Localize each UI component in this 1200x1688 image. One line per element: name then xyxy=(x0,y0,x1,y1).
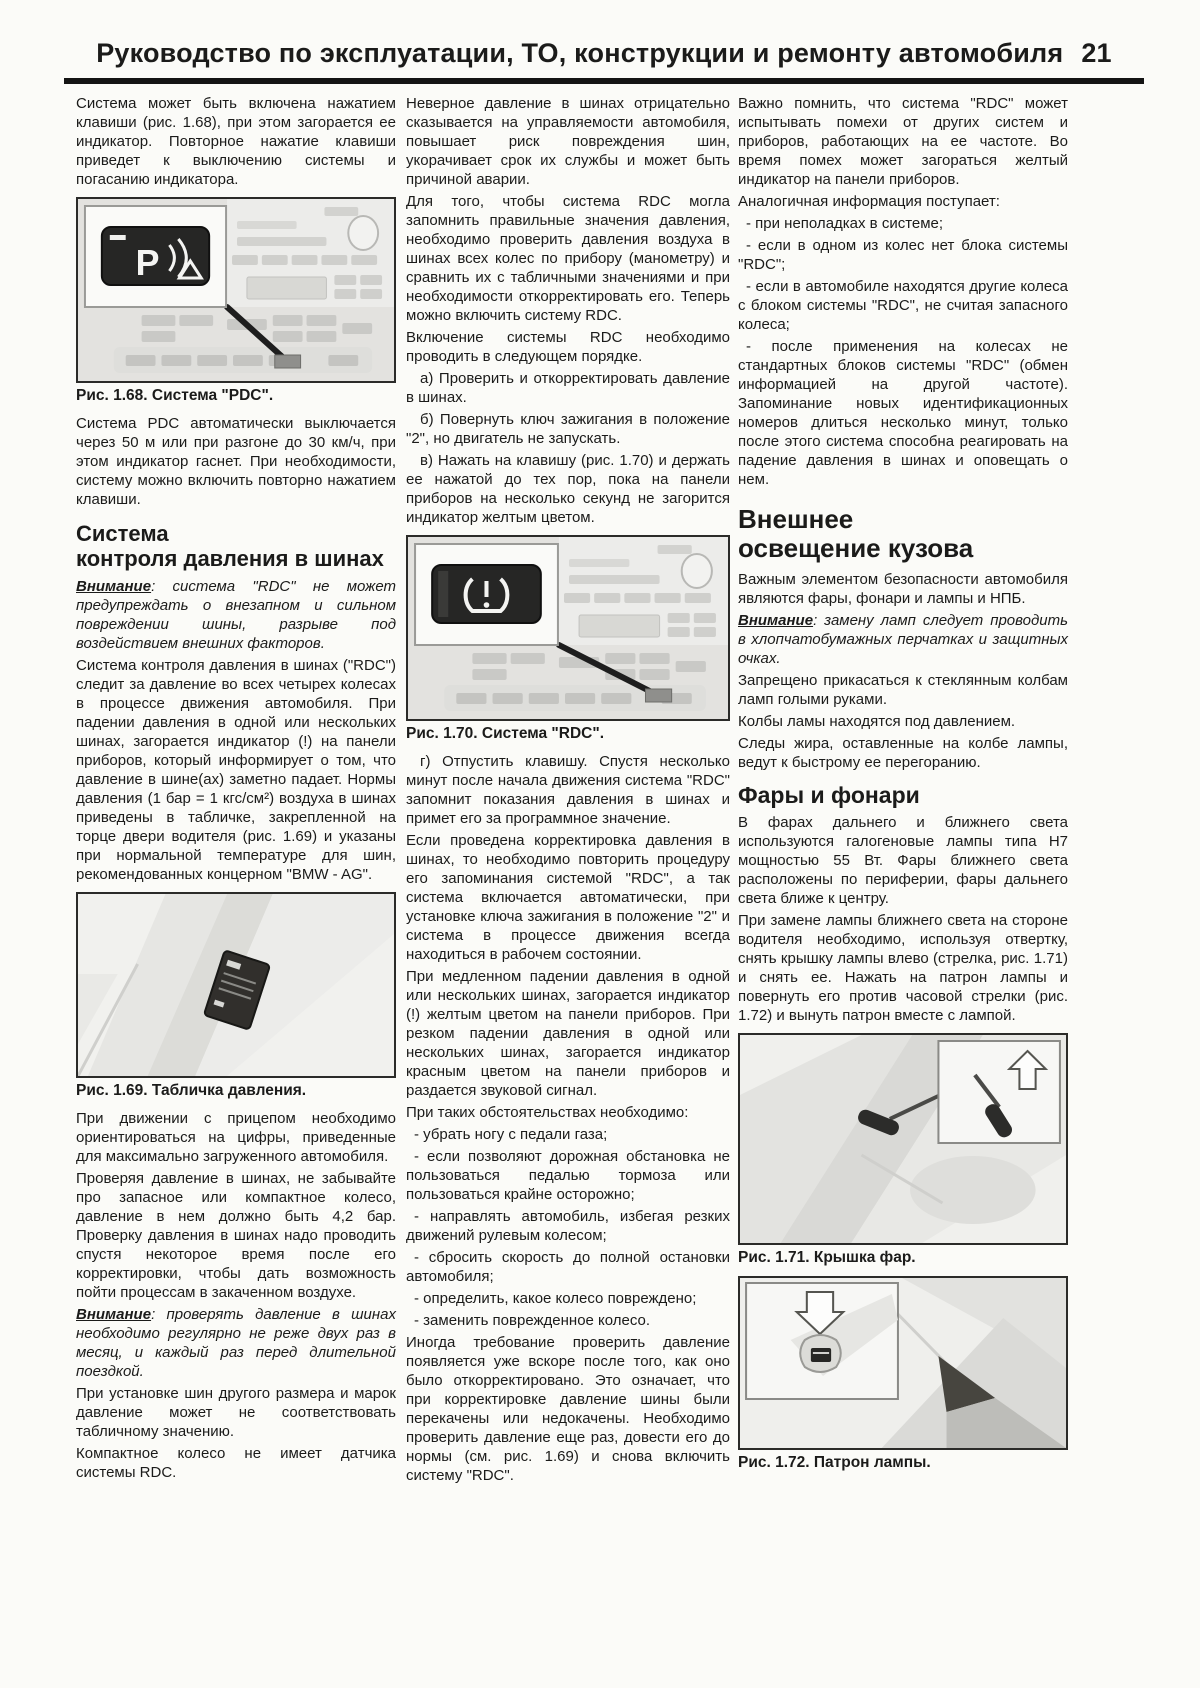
bullet-item: - направлять автомобиль, избегая резких движений рулевым колесом; xyxy=(406,1208,730,1244)
column-2 xyxy=(406,94,730,1488)
figure-1-71 xyxy=(738,1033,1068,1245)
paragraph: Важным элементом безопасности автомобиля являются фары, фонари и лампы и НПБ. xyxy=(738,571,1068,607)
figure-1-72 xyxy=(738,1276,1068,1450)
heading-line: Система xyxy=(76,521,169,546)
paragraph: Система может быть включена нажатием клавиши (рис. 1.68), при этом загорается ее индикатор. Повторное нажатие клавиши приведет к выключению системы и погасанию индикатора. xyxy=(76,95,396,188)
warning-label: Внимание xyxy=(738,612,814,629)
section-heading-tire-pressure xyxy=(76,521,396,571)
column-1 xyxy=(76,94,396,1485)
warning-note xyxy=(738,611,1068,668)
bulb-socket-illustration xyxy=(740,1278,1066,1448)
paragraph: При медленном падении давления в одной или нескольких шинах, загорается индикатор (!) желтым цветом на панели приборов. При резком падении давления в одной или нескольких шинах, загорается индикатор красным цветом на панели приборов и раздается звуковой сигнал. xyxy=(406,968,730,1099)
bullet-item: - определить, какое колесо повреждено; xyxy=(414,1290,697,1307)
subsection-heading-headlights: Фары и фонари xyxy=(738,782,920,808)
bullet-item: - после применения на колесах не стандартных блоков системы "RDC" (обмен информацией на другой частоте). Запоминание новых идентификационных номеров длиться несколько минут, только после этого система способна реагировать на падение давления в шинах и оповещать о нем. xyxy=(738,338,1068,488)
page-header xyxy=(64,38,1144,84)
list-item: б) Повернуть ключ зажигания в положение "2", но двигатель не запускать. xyxy=(406,411,730,447)
heading-line: освещение кузова xyxy=(738,533,974,563)
pdc-button-icon xyxy=(102,227,209,285)
paragraph: Компактное колесо не имеет датчика системы RDC. xyxy=(76,1445,396,1481)
column-3 xyxy=(738,94,1068,1481)
paragraph: При движении с прицепом необходимо ориентироваться на цифры, приведенные для максимально загруженного автомобиля. xyxy=(76,1110,396,1165)
paragraph: Аналогичная информация поступает: xyxy=(738,193,1000,210)
bullet-item: - сбросить скорость до полной остановки автомобиля; xyxy=(406,1249,730,1285)
warning-text: : замену ламп следует проводить в хлопчатобумажных перчатках и защитных очках. xyxy=(738,612,1068,667)
list-item: а) Проверить и откорректировать давление в шинах. xyxy=(406,370,730,406)
warning-note xyxy=(76,577,396,653)
paragraph: Неверное давление в шинах отрицательно сказывается на управляемости автомобиля, повышает риск повреждения шин, укорачивает срок их службы и может быть причиной аварии. xyxy=(406,95,730,188)
paragraph: При установке шин другого размера и марок давление может не соответствовать табличному значению. xyxy=(76,1385,396,1440)
headlight-cover-illustration xyxy=(740,1035,1066,1243)
dashboard-rdc-illustration xyxy=(408,537,728,719)
bullet-item: - при неполадках в системе; xyxy=(746,215,944,232)
bullet-item: - заменить поврежденное колесо. xyxy=(414,1312,651,1329)
paragraph: Иногда требование проверить давление появляется уже вскоре после того, как оно было откорректировано. Это означает, что при корректировке давление шины были перекачены или недокачены. Необходимо проверить давление еще раз, довести его до нормы (см. рис. 1.69) и снова включить систему "RDC". xyxy=(406,1334,730,1484)
bullet-item: - если в одном из колес нет блока системы "RDC"; xyxy=(738,237,1068,273)
list-item: г) Отпустить клавишу. Спустя несколько минут после начала движения система "RDC" запомнит показания давления в шинах и примет его за программное значение. xyxy=(406,753,730,827)
paragraph: Проверяя давление в шинах, не забывайте про запасное или компактное колесо, давление в нем должно быть 4,2 бар. Проверку давления в шинах надо проводить спустя некоторое время после его корректировки, чтобы дать возможность пойти процессам в закаченном воздухе. xyxy=(76,1170,396,1301)
paragraph: Важно помнить, что система "RDC" может испытывать помехи от других систем и приборов, работающих на ее частоте. Во время помех может загораться желтый индикатор на панели приборов. xyxy=(738,95,1068,188)
figure-caption: Рис. 1.69. Табличка давления. xyxy=(76,1082,307,1099)
heading-line: Внешнее xyxy=(738,504,854,534)
paragraph: Колбы ламы находятся под давлением. xyxy=(738,713,1016,730)
paragraph: Система PDC автоматически выключается через 50 м или при разгоне до 30 км/ч, при этом индикатор гаснет. При необходимости, систему можно включить повторно нажатием клавиши. xyxy=(76,415,396,508)
heading-line: контроля давления в шинах xyxy=(76,546,384,571)
paragraph: Запрещено прикасаться к стеклянным колбам ламп голыми руками. xyxy=(738,672,1068,708)
paragraph: При таких обстоятельствах необходимо: xyxy=(406,1104,689,1121)
bullet-item: - если позволяют дорожная обстановка не пользоваться педалью тормоза или пользоваться крайне осторожно; xyxy=(406,1148,730,1203)
lamp-socket xyxy=(800,1335,840,1372)
figure-1-70 xyxy=(406,535,730,721)
warning-label: Внимание xyxy=(76,578,152,595)
bullet-item: - если в автомобиле находятся другие колеса с блоком системы "RDC", не считая запасного колеса; xyxy=(738,278,1068,333)
warning-text: : проверять давление в шинах необходимо регулярно не реже двух раз в месяц, и каждый раз перед длительной поездкой. xyxy=(76,1306,396,1380)
paragraph: Включение системы RDC необходимо проводить в следующем порядке. xyxy=(406,329,730,365)
figure-caption: Рис. 1.71. Крышка фар. xyxy=(738,1249,916,1266)
figure-caption: Рис. 1.68. Система "PDC". xyxy=(76,387,274,404)
paragraph: При замене лампы ближнего света на стороне водителя необходимо, используя отвертку, снять крышку лампы влево (стрелка, рис. 1.71) и снять ее. Нажать на патрон лампы и повернуть его против часовой стрелки (рис. 1.72) и вынуть патрон вместе с лампой. xyxy=(738,912,1068,1024)
warning-note xyxy=(76,1305,396,1381)
section-heading-exterior-lighting xyxy=(738,505,1068,563)
figure-caption: Рис. 1.72. Патрон лампы. xyxy=(738,1454,931,1471)
figure-1-68 xyxy=(76,197,396,383)
figure-caption: Рис. 1.70. Система "RDC". xyxy=(406,725,605,742)
page-number: 21 xyxy=(1081,38,1112,68)
rdc-button-tire-pressure-icon xyxy=(432,565,541,623)
paragraph: В фарах дальнего и ближнего света используются галогеновые лампы типа Н7 мощностью 55 Вт. Фары ближнего света расположены по периферии, фары дальнего света ближе к центру. xyxy=(738,814,1068,907)
warning-label: Внимание xyxy=(76,1306,152,1323)
figure-1-69 xyxy=(76,892,396,1078)
header-title: Руководство по эксплуатации, ТО, конструкции и ремонту автомобиля xyxy=(96,38,1064,68)
paragraph: Следы жира, оставленные на колбе лампы, ведут к быстрому ее перегоранию. xyxy=(738,735,1068,771)
warning-text: : система "RDC" не может предупреждать о внезапном и сильном повреждении шины, разрыве под воздействием внешних факторов. xyxy=(76,578,396,652)
paragraph: Система контроля давления в шинах ("RDC") следит за давление во всех четырех колесах в процессе движения автомобиля. При падении давления в одной или нескольких шинах, загорается индикатор (!) на панели приборов, который информирует о том, что давление в шине(ах) заметно падает. Нормы давления (1 бар = 1 кгс/см²) воздуха в шинах приведены в табличке, закрепленной на торце двери водителя (рис. 1.69) и указаны при нормальной температуре для шин, рекомендованных концерном "BMW - AG". xyxy=(76,657,396,883)
door-pressure-label-illustration xyxy=(78,894,394,1076)
dashboard-pdc-illustration xyxy=(78,199,394,381)
list-item: в) Нажать на клавишу (рис. 1.70) и держать ее нажатой до тех пор, пока на панели приборов на несколько секунд не загорится индикатор желтым цветом. xyxy=(406,452,730,526)
svg-text:P: P xyxy=(135,242,160,284)
paragraph: Если проведена корректировка давления в шинах, то необходимо повторить процедуру его запоминания системой "RDC", а так система включается автоматически, при установке ключа зажигания в положение "2" и система в процессе движения всегда находиться в рабочем состоянии. xyxy=(406,832,730,963)
paragraph: Для того, чтобы система RDC могла запомнить правильные значения давления, необходимо проверить давления воздуха в шинах всех колес по прибору (манометру) и сравнить их с табличными значениями и при необходимости откорректировать его. Теперь можно включить систему RDC. xyxy=(406,193,730,324)
bullet-item: - убрать ногу с педали газа; xyxy=(414,1126,608,1143)
